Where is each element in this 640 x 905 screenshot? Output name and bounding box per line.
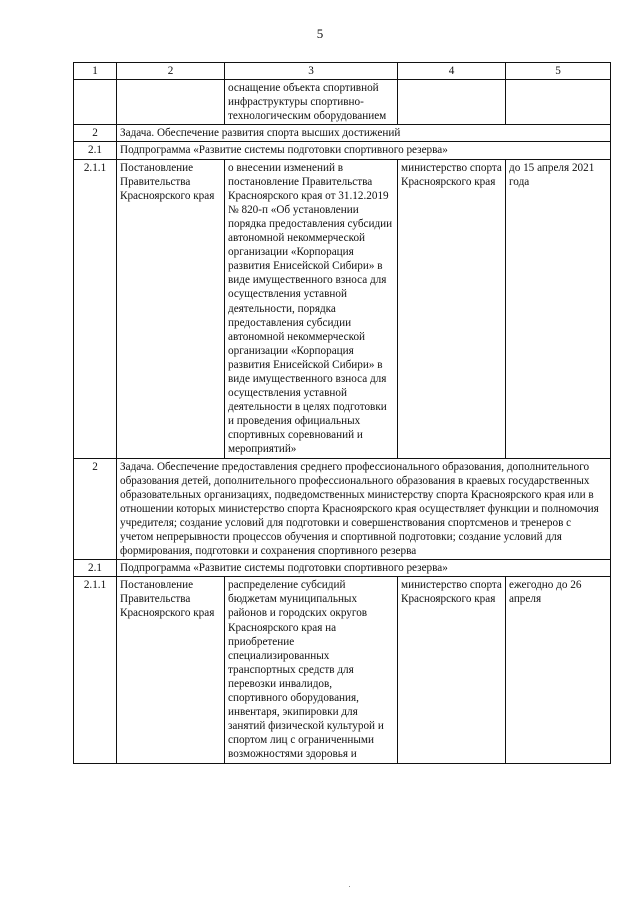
document-subject-cell: о внесении изменений в постановление Правительства Красноярского края от 31.12.2019 № 820-п «Об установлении порядка предоставления субсидии автономной некоммерческой организации «Корпорация развития Енисейской Сибири» в виде имущественного взноса для осуществления уставной деятельности, порядка предоставления субсидии автономной некоммерческой организации «Корпорация развития Енисейской Сибири» в виде имущественного взноса для осуществления уставной деятельности в целях подготовки и проведения официальных спортивных соревнований и мероприятий»	[225, 159, 398, 458]
deadline-cell	[506, 80, 611, 125]
column-header: 3	[225, 63, 398, 80]
page-number: 5	[316, 26, 324, 41]
task-row	[74, 458, 611, 560]
table-header-row	[74, 63, 611, 80]
document-subject-cell: распределение субсидий бюджетам муниципальных районов и городских округов Красноярского края на приобретение специализированных транспортных средств для перевозки инвалидов, спортивного оборудования, инвентаря, экипировки для занятий физической культурой и спортом лиц с ограниченными возможностями здоровья и	[225, 577, 398, 763]
row-number: 2.1	[74, 560, 117, 577]
table-row	[74, 80, 611, 125]
responsible-cell: министерство спорта Красноярского края	[398, 577, 506, 763]
row-number: 2	[74, 458, 117, 560]
responsible-cell: министерство спорта Красноярского края	[398, 159, 506, 458]
task-text: Задача. Обеспечение развития спорта высших достижений	[117, 125, 611, 142]
table-row	[74, 577, 611, 763]
column-header: 1	[74, 63, 117, 80]
row-number: 2.1.1	[74, 577, 117, 763]
column-header: 5	[506, 63, 611, 80]
document-type-cell: Постановление Правительства Красноярского края	[117, 159, 225, 458]
responsible-cell	[398, 80, 506, 125]
row-number: 2.1	[74, 142, 117, 159]
subprogram-text: Подпрограмма «Развитие системы подготовки спортивного резерва»	[117, 560, 611, 577]
column-header: 4	[398, 63, 506, 80]
subprogram-text: Подпрограмма «Развитие системы подготовки спортивного резерва»	[117, 142, 611, 159]
deadline-cell: до 15 апреля 2021 года	[506, 159, 611, 458]
document-subject-cell: оснащение объекта спортивной инфраструктуры спортивно-технологическим оборудованием	[225, 80, 398, 125]
row-number: 2.1.1	[74, 159, 117, 458]
subprogram-row	[74, 142, 611, 159]
deadline-cell: ежегодно до 26 апреля	[506, 577, 611, 763]
table-row	[74, 159, 611, 458]
subprogram-row	[74, 560, 611, 577]
document-type-cell: Постановление Правительства Красноярского края	[117, 577, 225, 763]
document-type-cell	[117, 80, 225, 125]
task-row	[74, 125, 611, 142]
scan-speck	[349, 886, 350, 887]
plan-table	[73, 62, 611, 764]
row-number	[74, 80, 117, 125]
row-number: 2	[74, 125, 117, 142]
column-header: 2	[117, 63, 225, 80]
task-text: Задача. Обеспечение предоставления среднего профессионального образования, дополнительного образования детей, дополнительного профессионального образования в краевых государственных образовательных организациях, подведомственных министерству спорта Красноярского края или в отношении которых министерство спорта Красноярского края осуществляет функции и полномочия учредителя; создание условий для подготовки и совершенствования спортсменов и тренеров с учетом непрерывности процессов обучения и спортивной подготовки; создание условий для формирования, подготовки и сохранения спортивного резерва	[117, 458, 611, 560]
